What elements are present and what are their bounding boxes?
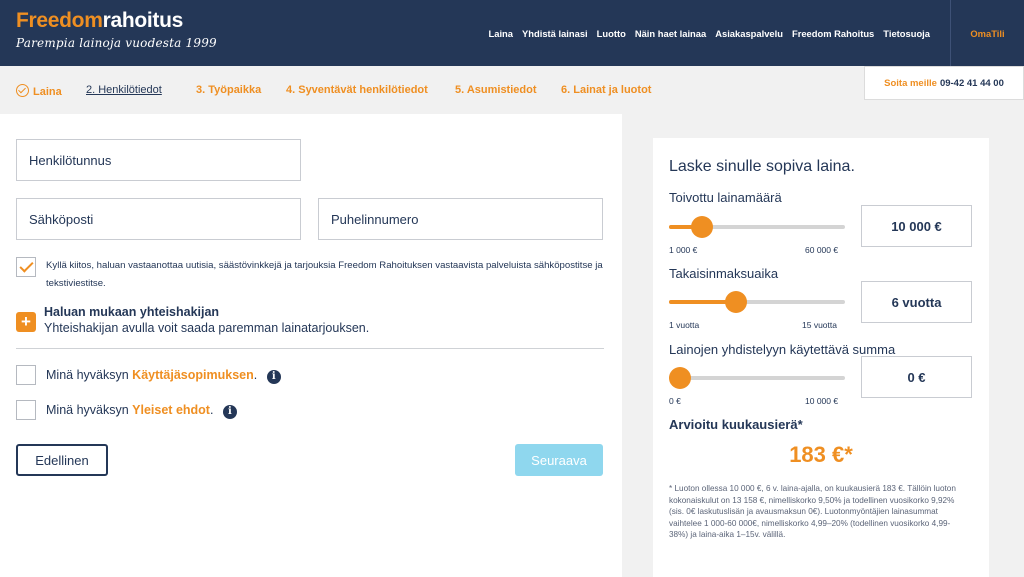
logo[interactable] — [16, 9, 217, 50]
step-tyopaikka[interactable]: 3. Työpaikka — [196, 84, 262, 96]
call-us-label: Soita meille — [884, 77, 937, 89]
logo-tagline: Parempia lainoja vuodesta 1999 — [16, 36, 217, 50]
loan-amount-min: 1 000 € — [669, 245, 698, 255]
step-lainat-ja-luotot[interactable]: 6. Lainat ja luotot — [561, 84, 652, 96]
slider-handle[interactable] — [725, 291, 747, 313]
step-asumistiedot[interactable]: 5. Asumistiedot — [455, 84, 537, 96]
phone-input[interactable] — [318, 198, 603, 240]
call-us-box[interactable] — [864, 66, 1024, 100]
loan-amount-value[interactable]: 10 000 € — [861, 205, 972, 247]
loan-amount-label: Toivottu lainamäärä — [669, 190, 782, 205]
general-terms-link[interactable]: Yleiset ehdot — [132, 403, 210, 417]
monthly-payment-value: 183 €* — [789, 442, 853, 467]
nav-nain-haet-lainaa[interactable]: Näin haet lainaa — [634, 27, 707, 39]
previous-button[interactable]: Edellinen — [16, 444, 108, 476]
consolidation-amount-slider[interactable] — [669, 376, 845, 380]
nav-tietosuoja[interactable]: Tietosuoja — [883, 27, 930, 39]
marketing-consent-checkbox[interactable] — [16, 257, 36, 277]
plus-icon[interactable]: + — [16, 312, 36, 332]
step-syventavat-henkilotiedot[interactable]: 4. Syventävät henkilötiedot — [286, 84, 428, 96]
nav-yhdista-lainasi[interactable]: Yhdistä lainasi — [522, 27, 588, 39]
nav-luotto[interactable]: Luotto — [596, 27, 626, 39]
nav-asiakaspalvelu[interactable]: Asiakaspalvelu — [715, 27, 783, 39]
ssn-input[interactable] — [16, 139, 301, 181]
general-terms-label: Minä hyväksyn Yleiset ehdot. i — [46, 403, 237, 419]
calculator-title: Laske sinulle sopiva laina. — [669, 158, 855, 175]
monthly-payment-label: Arvioitu kuukausierä* — [669, 417, 803, 432]
step-henkilotiedot[interactable]: 2. Henkilötiedot — [86, 84, 162, 96]
consolidation-amount-value[interactable]: 0 € — [861, 356, 972, 398]
logo-wordmark: Freedomrahoitus — [16, 9, 184, 32]
email-input[interactable] — [16, 198, 301, 240]
coborrower-subtitle: Yhteishakijan avulla voit saada paremman lainatarjouksen. — [44, 321, 370, 335]
info-icon[interactable]: i — [223, 405, 237, 419]
user-agreement-checkbox[interactable] — [16, 365, 36, 385]
user-agreement-link[interactable]: Käyttäjäsopimuksen — [132, 368, 254, 382]
marketing-consent-text: Kyllä kiitos, haluan vastaanottaa uutisia, säästövinkkejä ja tarjouksia Freedom Rahoituksen vastaavista palveluista sähköpostitse ja tekstiviestitse. — [46, 260, 603, 289]
coborrower-title[interactable]: Haluan mukaan yhteishakijan — [44, 305, 220, 319]
info-icon[interactable]: i — [267, 370, 281, 384]
repayment-time-label: Takaisinmaksuaika — [669, 266, 779, 281]
repayment-time-min: 1 vuotta — [669, 320, 700, 330]
consolidation-amount-max: 10 000 € — [805, 396, 839, 406]
repayment-time-max: 15 vuotta — [802, 320, 837, 330]
general-terms-checkbox[interactable] — [16, 400, 36, 420]
slider-handle[interactable] — [691, 216, 713, 238]
repayment-time-value[interactable]: 6 vuotta — [861, 281, 972, 323]
account-link[interactable]: OmaTili — [950, 0, 1024, 66]
nav-freedom-rahoitus[interactable]: Freedom Rahoitus — [791, 27, 875, 39]
loan-amount-max: 60 000 € — [805, 245, 839, 255]
loan-amount-slider[interactable] — [669, 225, 845, 229]
check-circle-icon — [16, 84, 29, 97]
repayment-time-slider[interactable] — [669, 300, 845, 304]
consolidation-amount-min: 0 € — [669, 396, 681, 406]
main-nav — [489, 0, 930, 66]
next-button[interactable]: Seuraava — [515, 444, 603, 476]
divider — [16, 348, 604, 349]
slider-handle[interactable] — [669, 367, 691, 389]
site-header — [0, 0, 1024, 66]
step-laina[interactable]: Laina — [16, 84, 62, 98]
loan-disclaimer: * Luoton ollessa 10 000 €, 6 v. laina-ajalla, on kuukausierä 183 €. Tällöin luoton kokonaiskulut on 13 158 €, nimelliskorko 9,50% ja todellinen vuosikorko 9,92% (sis. 0€ laskutuslisän ja avausmaksun 0€). Luotonmyöntäjien lainasummat vaihtelee 1 000-60 000€, nimelliskorko 4,99–20% (todellinen vuosikorko 4,99-38%) ja laina-aika 1–15v. välillä. — [669, 484, 956, 539]
phone-number: 09-42 41 44 00 — [939, 77, 1004, 89]
user-agreement-label: Minä hyväksyn Käyttäjäsopimuksen. i — [46, 368, 281, 384]
consolidation-amount-label: Lainojen yhdistelyyn käytettävä summa — [669, 342, 896, 357]
nav-laina[interactable]: Laina — [488, 27, 514, 39]
